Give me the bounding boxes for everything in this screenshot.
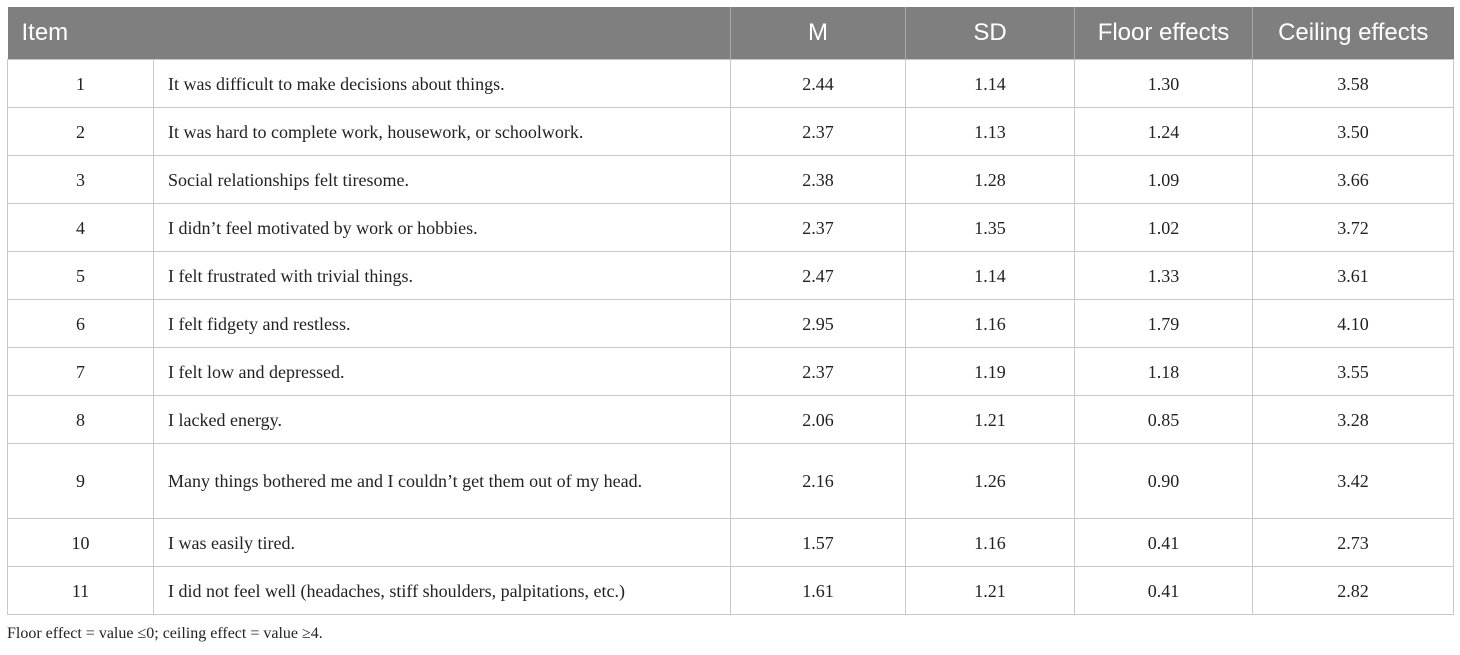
cell-sd: 1.28 (906, 156, 1075, 204)
cell-sd: 1.26 (906, 444, 1075, 519)
cell-item-number: 2 (8, 108, 154, 156)
table-row (8, 444, 1454, 519)
cell-sd: 1.13 (906, 108, 1075, 156)
cell-ceiling: 4.10 (1253, 300, 1454, 348)
cell-item-text: Many things bothered me and I couldn’t get them out of my head. (154, 444, 731, 519)
cell-mean: 1.57 (731, 519, 906, 567)
cell-mean: 1.61 (731, 567, 906, 615)
cell-mean: 2.44 (731, 60, 906, 108)
table-row (8, 252, 1454, 300)
cell-item-number: 3 (8, 156, 154, 204)
cell-item-text: I was easily tired. (154, 519, 731, 567)
table-row (8, 108, 1454, 156)
cell-item-number: 9 (8, 444, 154, 519)
cell-floor: 1.02 (1075, 204, 1253, 252)
cell-floor: 1.79 (1075, 300, 1253, 348)
cell-mean: 2.16 (731, 444, 906, 519)
cell-ceiling: 3.58 (1253, 60, 1454, 108)
table-row (8, 204, 1454, 252)
data-table-container (7, 7, 1453, 615)
cell-sd: 1.16 (906, 300, 1075, 348)
cell-floor: 0.41 (1075, 567, 1253, 615)
cell-sd: 1.21 (906, 567, 1075, 615)
header-ceiling-effects: Ceiling effects (1253, 7, 1454, 60)
cell-sd: 1.14 (906, 60, 1075, 108)
cell-item-number: 1 (8, 60, 154, 108)
cell-sd: 1.16 (906, 519, 1075, 567)
cell-ceiling: 3.66 (1253, 156, 1454, 204)
cell-item-number: 8 (8, 396, 154, 444)
cell-item-number: 10 (8, 519, 154, 567)
cell-mean: 2.95 (731, 300, 906, 348)
cell-item-text: I did not feel well (headaches, stiff shoulders, palpitations, etc.) (154, 567, 731, 615)
cell-mean: 2.38 (731, 156, 906, 204)
cell-item-text: Social relationships felt tiresome. (154, 156, 731, 204)
cell-ceiling: 2.73 (1253, 519, 1454, 567)
header-mean: M (731, 7, 906, 60)
cell-item-text: I felt low and depressed. (154, 348, 731, 396)
header-item: Item (8, 7, 731, 60)
cell-ceiling: 3.61 (1253, 252, 1454, 300)
cell-floor: 0.90 (1075, 444, 1253, 519)
table-row (8, 519, 1454, 567)
item-statistics-table (7, 7, 1454, 615)
header-sd: SD (906, 7, 1075, 60)
cell-mean: 2.37 (731, 108, 906, 156)
cell-mean: 2.06 (731, 396, 906, 444)
table-row (8, 300, 1454, 348)
cell-ceiling: 3.42 (1253, 444, 1454, 519)
cell-item-text: I lacked energy. (154, 396, 731, 444)
cell-floor: 1.30 (1075, 60, 1253, 108)
cell-mean: 2.47 (731, 252, 906, 300)
cell-floor: 0.85 (1075, 396, 1253, 444)
cell-item-number: 6 (8, 300, 154, 348)
cell-item-text: I felt fidgety and restless. (154, 300, 731, 348)
cell-floor: 1.09 (1075, 156, 1253, 204)
cell-ceiling: 3.72 (1253, 204, 1454, 252)
cell-sd: 1.35 (906, 204, 1075, 252)
cell-ceiling: 3.50 (1253, 108, 1454, 156)
cell-sd: 1.21 (906, 396, 1075, 444)
table-row (8, 156, 1454, 204)
table-footnote: Floor effect = value ≤0; ceiling effect = value ≥4. (7, 625, 323, 642)
cell-item-number: 4 (8, 204, 154, 252)
cell-floor: 1.18 (1075, 348, 1253, 396)
table-row (8, 396, 1454, 444)
cell-floor: 1.24 (1075, 108, 1253, 156)
table-row (8, 348, 1454, 396)
cell-sd: 1.19 (906, 348, 1075, 396)
cell-ceiling: 3.55 (1253, 348, 1454, 396)
cell-floor: 0.41 (1075, 519, 1253, 567)
cell-item-number: 11 (8, 567, 154, 615)
cell-item-text: It was hard to complete work, housework, or schoolwork. (154, 108, 731, 156)
cell-item-number: 7 (8, 348, 154, 396)
table-header-row (8, 7, 1454, 60)
cell-item-number: 5 (8, 252, 154, 300)
cell-item-text: I didn’t feel motivated by work or hobbies. (154, 204, 731, 252)
cell-mean: 2.37 (731, 348, 906, 396)
header-floor-effects: Floor effects (1075, 7, 1253, 60)
cell-floor: 1.33 (1075, 252, 1253, 300)
cell-mean: 2.37 (731, 204, 906, 252)
table-row (8, 60, 1454, 108)
cell-ceiling: 2.82 (1253, 567, 1454, 615)
table-row (8, 567, 1454, 615)
cell-sd: 1.14 (906, 252, 1075, 300)
cell-ceiling: 3.28 (1253, 396, 1454, 444)
cell-item-text: I felt frustrated with trivial things. (154, 252, 731, 300)
cell-item-text: It was difficult to make decisions about things. (154, 60, 731, 108)
